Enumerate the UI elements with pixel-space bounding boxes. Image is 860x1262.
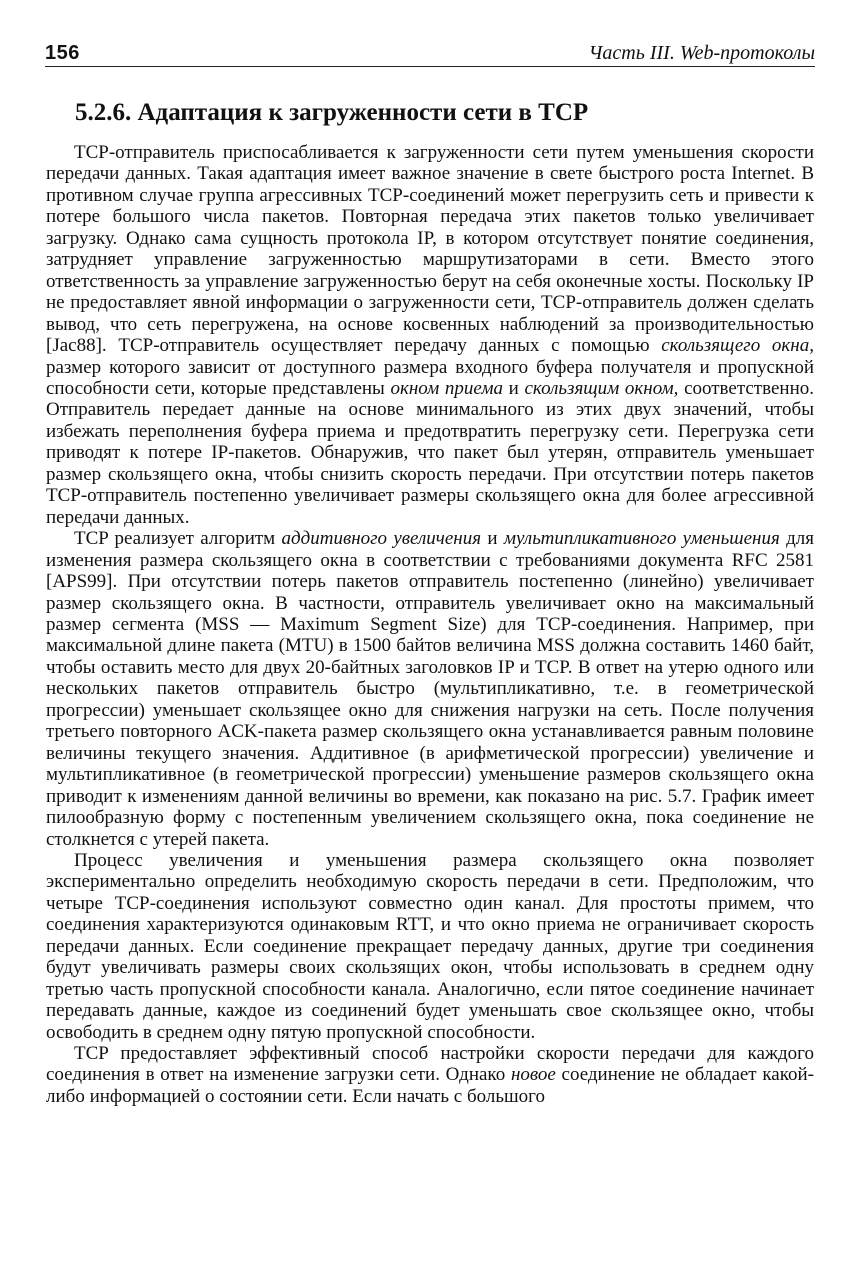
italic-term: аддитивного увеличения [281, 528, 482, 550]
text-run: TCP предоставляет эффективный способ настройки скорости передачи для каждого соединения в ответ на изменение загрузки сети. Однако [46, 1043, 814, 1086]
text-run: TCP реализует алгоритм [74, 528, 282, 550]
paragraph-1 [46, 142, 814, 528]
paragraph-3 [46, 850, 814, 1043]
italic-term: мультипликативного уменьшения [503, 528, 780, 550]
text-run: соединение не обладает какой-либо информацией о состоянии сети. Если начать с большого [46, 1064, 814, 1107]
section-title: 5.2.6. Адаптация к загруженности сети в TCP [75, 99, 589, 126]
text-run: и [481, 528, 504, 550]
page-number: 156 [45, 42, 80, 64]
italic-term: скользящего окна, [661, 335, 814, 357]
italic-term: скользящим окном, [524, 377, 679, 399]
body-text [46, 142, 814, 1107]
header-rule [45, 66, 815, 67]
italic-term: окном приема [390, 377, 503, 399]
text-run: и [502, 377, 525, 399]
text-run: TCP-отправитель приспосабливается к загруженности сети путем уменьшения скорости передачи данных. Такая адаптация имеет важное значение в свете быстрого роста Internet. В противном случае группа агрессивных TCP-соединений может перегрузить сеть и привести к потере большого числа пакетов. Повторная передача этих пакетов только увеличивает загрузку. Однако сама сущность протокола IP, в котором отсутствует понятие соединения, затрудняет управление загруженностью маршрутизаторами в сети. Вместо этого ответственность за управление загруженностью берут на себя оконечные хосты. Поскольку IP не предоставляет явной информации о загруженности сети, TCP-отправитель должен сделать вывод, что сеть перегружена, на основе косвенных наблюдений за производительностью [Jac88]. TCP-отправитель осуществляет передачу данных с помощью [46, 142, 814, 357]
text-run: Процесс увеличения и уменьшения размера скользящего окна позволяет экспериментально определить необходимую скорость передачи в сети. Предположим, что четыре TCP-соединения используют совместно один канал. Для простоты примем, что соединения характеризуются одинаковым RTT, и что окно приема не ограничивает скорость передачи данных. Если соединение прекращает передачу данных, другие три соединения будут увеличивать размеры своих скользящих окон, чтобы использовать в среднем одну третью часть пропускной способности канала. Аналогично, если пятое соединение начинает передавать данные, каждое из соединений будет уменьшать свое скользящее окно, чтобы освободить в среднем одну пятую пропускной способности. [46, 849, 814, 1043]
text-run: размер которого зависит от доступного размера входного буфера получателя и пропускной способности сети, которые представлены [46, 356, 814, 399]
paragraph-2 [46, 528, 814, 850]
text-run: соответственно. Отправитель передает данные на основе минимального из этих двух значений, чтобы избежать переполнения буфера приема и предотвратить перегрузку сети. Перегрузка сети приводят к потере IP-пакетов. Обнаружив, что пакет был утерян, отправитель уменьшает размер скользящего окна, чтобы снизить скорость передачи. При отсутствии потерь пакетов TCP-отправитель постепенно увеличивает размеры скользящего окна для более агрессивной передачи данных. [46, 377, 814, 528]
text-run: для изменения размера скользящего окна в соответствии с требованиями документа RFC 2581 [APS99]. При отсутствии потерь пакетов отправитель постепенно (линейно) увеличивает размер скользящего окна. В частности, отправитель увеличивает окно на максимальный размер сегмента (MSS — Maximum Segment Size) для TCP-соединения. Например, при максимальной длине пакета (MTU) в 1500 байтов величина MSS должна составить 1460 байт, чтобы оставить место для двух 20-байтных заголовков IP и TCP. В ответ на утерю одного или нескольких пакетов отправитель быстро (мультипликативно, т.е. в геометрической прогрессии) уменьшает скользящее окно для снижения нагрузки на сеть. После получения третьего повторного ACK-пакета размер скользящего окна устанавливается равным половине величины текущего значения. Аддитивное (в арифметической прогрессии) увеличение и мультипликативное (в геометрической прогрессии) уменьшение размеров скользящего окна приводит к изменениям данной величины во времени, как показано на рис. 5.7. График имеет пилообразную форму с постепенным увеличением скользящего окна, пока соединение не столкнется с утерей пакета. [46, 528, 814, 850]
page-header [45, 40, 815, 68]
italic-term: новое [510, 1064, 556, 1086]
running-head: Часть III. Web-протоколы [588, 42, 815, 64]
paragraph-4 [46, 1043, 814, 1107]
